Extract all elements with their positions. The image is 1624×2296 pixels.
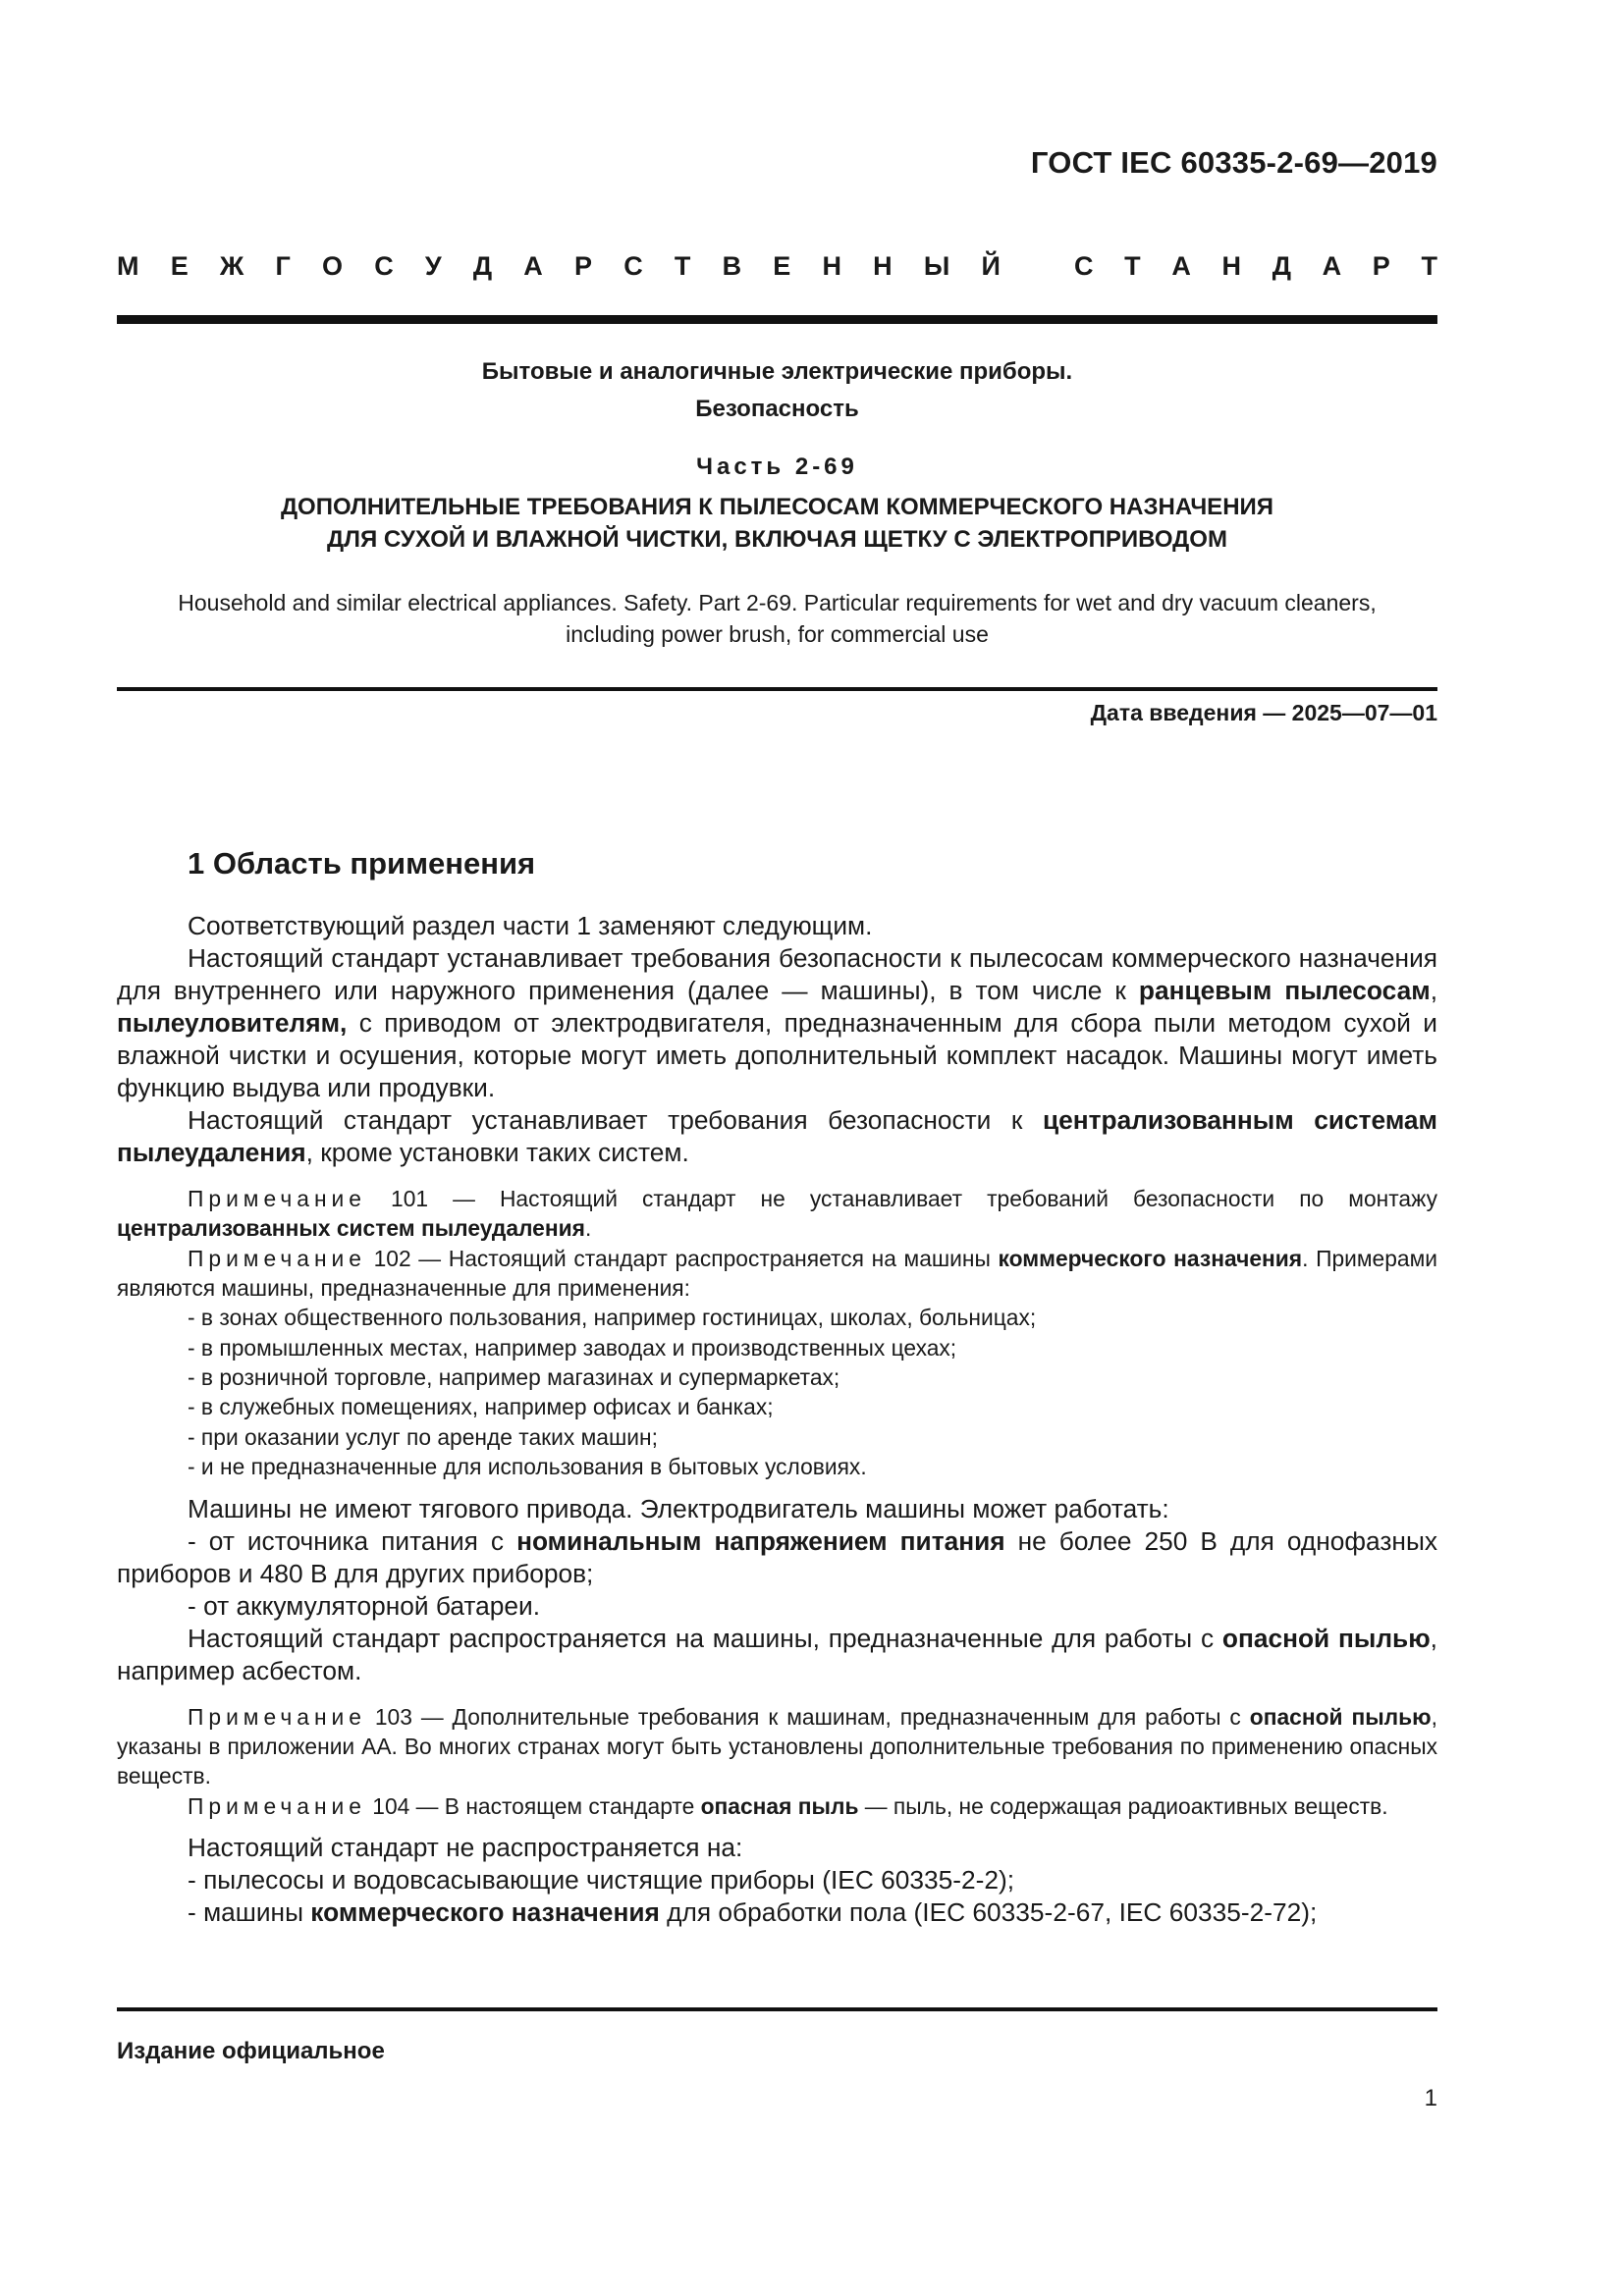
part-number: Часть 2-69: [696, 454, 858, 480]
paragraph: Настоящий стандарт не распространяется на:: [188, 1832, 743, 1862]
document-code: ГОСТ IEC 60335-2-69—2019: [1030, 145, 1437, 180]
title-ru-line1: Бытовые и аналогичные электрические приборы.: [481, 358, 1073, 385]
list-item: - в розничной торговле, например магазинах и супермаркетах;: [188, 1364, 840, 1390]
list-item: - в зонах общественного пользования, например гостиницах, школах, больницах;: [188, 1305, 1037, 1331]
note-102: Примечание 102 — Настоящий стандарт распространяется на машины коммерческого назначения. Примерами являются машины, предназначенные для применения:: [117, 1245, 1437, 1301]
part-title: [117, 491, 1437, 556]
note-103: Примечание 103 — Дополнительные требования к машинам, предназначенным для работы с опасной пылью, указаны в приложении АА. Во многих странах могут быть установлены дополнительные требования по применению опасных веществ.: [117, 1703, 1437, 1789]
header-divider: [117, 315, 1437, 324]
paragraph: Настоящий стандарт устанавливает требования безопасности к пылесосам коммерческого назначения для внутреннего или наружного применения (далее — машины), в том числе к ранцевым пылесосам, пылеуловителям, с приводом от электродвигателя, предназначенным для сбора пыли методом сухой и влажной чистки и осушения, которые могут иметь дополнительный комплект насадок. Машины могут иметь функцию выдува или продувки.: [117, 943, 1437, 1102]
list-item: - и не предназначенные для использования в бытовых условиях.: [188, 1454, 867, 1480]
interstate-word: М Е Ж Г О С У Д А Р С Т В Е Н Н Ы Й: [117, 251, 1001, 281]
part-title-line1: ДОПОЛНИТЕЛЬНЫЕ ТРЕБОВАНИЯ К ПЫЛЕСОСАМ КОММЕРЧЕСКОГО НАЗНАЧЕНИЯ: [280, 494, 1274, 520]
paragraph: Машины не имеют тягового привода. Электродвигатель машины может работать:: [188, 1493, 1169, 1523]
title-en-line2: including power brush, for commercial use: [566, 621, 989, 647]
list-item: - от аккумуляторной батареи.: [188, 1590, 541, 1621]
list-item: - в промышленных местах, например заводах и производственных цехах;: [188, 1334, 957, 1361]
paragraph: Соответствующий раздел части 1 заменяют следующим.: [188, 911, 873, 940]
introduction-date: Дата введения — 2025—07—01: [1090, 700, 1437, 725]
title-russian: [117, 353, 1437, 428]
document-page: [117, 0, 1437, 2296]
page-number: 1: [1424, 2085, 1437, 2111]
note-101: Примечание 101 — Настоящий стандарт не устанавливает требований безопасности по монтажу централизованных систем пылеудаления.: [117, 1186, 1437, 1242]
title-ru-line2: Безопасность: [695, 396, 859, 422]
list-item: - пылесосы и водовсасывающие чистящие приборы (IEC 60335-2-2);: [188, 1864, 1015, 1895]
list-item: - от источника питания с номинальным напряжением питания не более 250 В для однофазных приборов и 480 В для других приборов;: [117, 1525, 1438, 1588]
standard-word: С Т А Н Д А Р Т: [1074, 251, 1437, 281]
note-104: Примечание 104 — В настоящем стандарте опасная пыль — пыль, не содержащая радиоактивных веществ.: [188, 1792, 1388, 1819]
interstate-standard-heading: [117, 251, 1437, 282]
title-en-line1: Household and similar electrical appliances. Safety. Part 2-69. Particular requirements for wet and dry vacuum cleaners,: [178, 590, 1377, 615]
part-title-line2: ДЛЯ СУХОЙ И ВЛАЖНОЙ ЧИСТКИ, ВКЛЮЧАЯ ЩЕТКУ С ЭЛЕКТРОПРИВОДОМ: [327, 526, 1227, 553]
title-english: [117, 587, 1437, 650]
paragraph: Настоящий стандарт устанавливает требования безопасности к централизованным системам пылеудаления, кроме установки таких систем.: [117, 1105, 1438, 1167]
paragraph: Настоящий стандарт распространяется на машины, предназначенные для работы с опасной пылью, например асбестом.: [117, 1623, 1437, 1685]
section-body: [117, 910, 1437, 1929]
section-title: 1 Область применения: [188, 846, 536, 881]
list-item: - в служебных помещениях, например офисах и банках;: [188, 1394, 774, 1420]
footer-divider: [117, 2007, 1437, 2011]
edition-label: Издание официальное: [117, 2038, 385, 2064]
list-item: - машины коммерческого назначения для обработки пола (IEC 60335-2-67, IEC 60335-2-72);: [188, 1896, 1318, 1927]
title-divider: [117, 687, 1437, 691]
list-item: - при оказании услуг по аренде таких машин;: [188, 1423, 658, 1450]
